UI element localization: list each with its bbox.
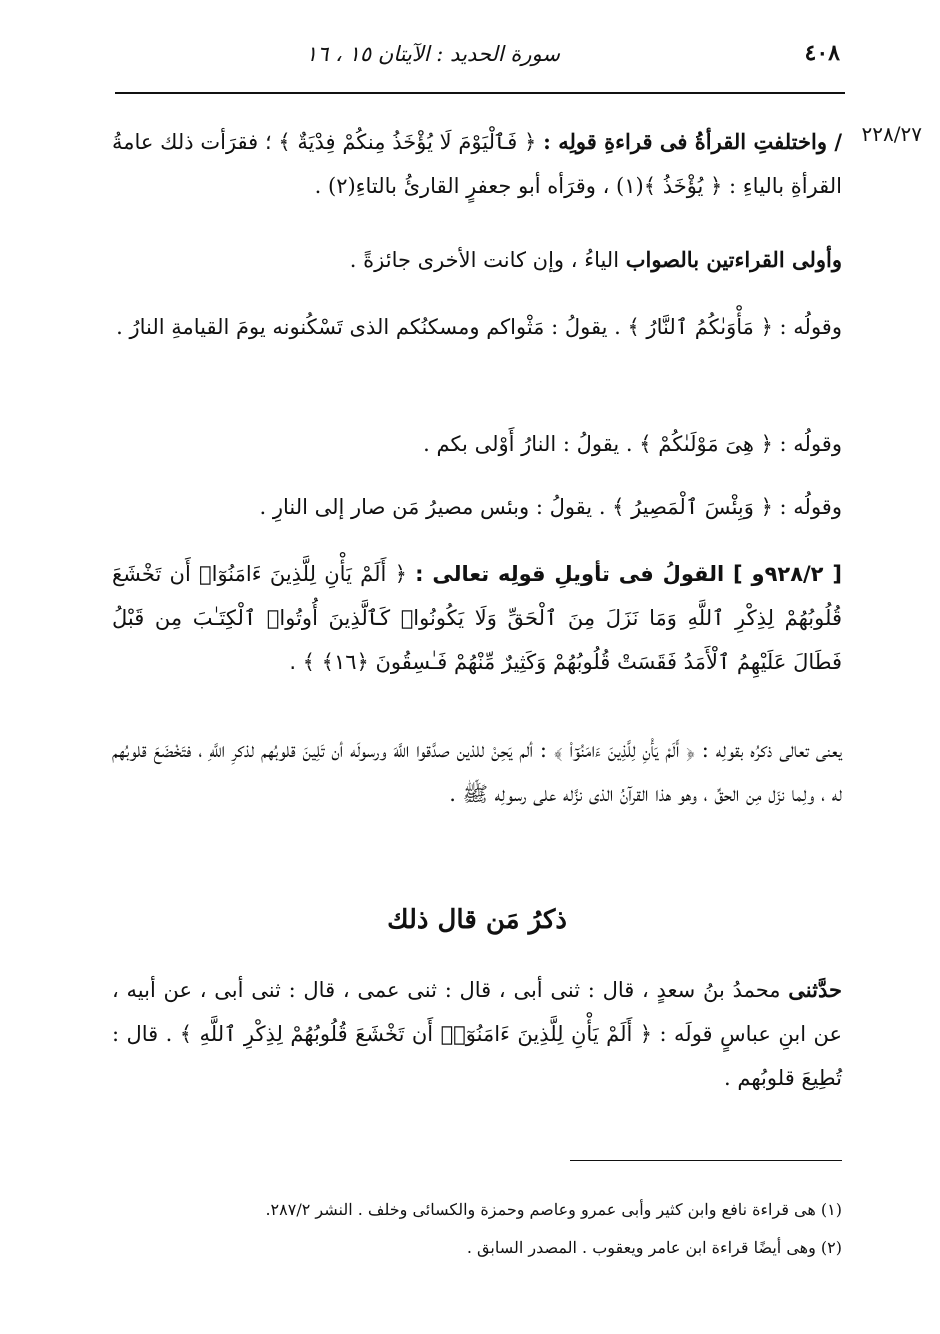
paragraph-text: وقولُه : ﴿ وَبِئْسَ ٱلْمَصِيرُ ﴾ . يقولُ : وبئس مصيرُ مَن صار إلى النارِ . — [259, 495, 842, 519]
margin-reference: ٢٢٨/٢٧ — [861, 122, 922, 146]
paragraph-text: ﴿ فَٱلْيَوْمَ لَا يُؤْخَذُ مِنكُمْ فِدْيَةٌ ﴾ ؛ فقرَأت ذلك عامةُ القرأةِ بالياءِ : ﴿ يُؤْخَذُ ﴾(١) ، وقرَأه أبو جعفرٍ القارئُ بالتاءِ(٢) . — [112, 130, 842, 198]
paragraph-3 — [112, 305, 842, 349]
footnote-2: (٢) وهى أيضًا قراءة ابن عامر ويعقوب . المصدر السابق . — [466, 1238, 842, 1257]
paragraph-lead: / واختلفتِ القرأةُ فى قراءةِ قولِه : — [543, 129, 843, 154]
page-number: ٤٠٨ — [804, 40, 840, 66]
header-rule — [115, 92, 845, 94]
running-title: سورة الحديد : الآيتان ١٥ ، ١٦ — [305, 42, 560, 66]
paragraph-text: وقولُه : ﴿ مَأْوَىٰكُمُ ٱلنَّارُ ﴾ . يقولُ : مَثْواكم ومسكنُكم الذى تَسْكُنونه يومَ القيامةِ النارُ . — [116, 315, 842, 339]
paragraph-text: ﴿ أَلَمْ يَأْنِ لِلَّذِينَ ءَامَنُوٓا۟ أَن تَخْشَعَ قُلُوبُهُمْ لِذِكْرِ ٱللَّهِ وَمَا نَزَلَ مِنَ ٱلْحَقِّ وَلَا يَكُونُوا۟ كَٱلَّذِينَ أُوتُوا۟ ٱلْكِتَـٰبَ مِن قَبْلُ فَطَالَ عَلَيْهِمُ ٱلْأَمَدُ فَقَسَتْ قُلُوبُهُمْ وَكَثِيرٌ مِّنْهُمْ فَـٰسِقُونَ ﴿١٦﴾ ﴾ . — [112, 562, 842, 674]
paragraph-4 — [112, 422, 842, 466]
paragraph-1 — [112, 120, 842, 208]
footnote-1: (١) هى قراءة نافع وابن كثير وأبى عمرو وعاصم وحمزة والكسائى وخلف . النشر ٢٨٧/٢. — [265, 1200, 842, 1219]
paragraph-7 — [112, 728, 842, 816]
narration — [112, 968, 842, 1100]
paragraph-lead: [ ٩٢٨/٢و ] القولُ فى تأويلِ قولِه تعالى : — [415, 562, 842, 586]
paragraph-5 — [112, 485, 842, 529]
narration-text: محمدُ بنُ سعدٍ ، قال : ثنى أبى ، قال : ثنى عمى ، قال : ثنى أبى ، عن أبيه ، عن ابنِ عباسٍ قولَه : ﴿ أَلَمْ يَأْنِ لِلَّذِينَ ءَامَنُوٓا۟ أَن تَخْشَعَ قُلُوبُهُمْ لِذِكْرِ ٱللَّهِ ﴾ . قال : تُطِيعَ قلوبُهم . — [112, 978, 842, 1090]
paragraph-text: الياءُ ، وإن كانت الأخرى جائزةً . — [349, 248, 620, 272]
paragraph-text: وقولُه : ﴿ هِىَ مَوْلَىٰكُمْ ﴾ . يقولُ : النارُ أَوْلى بكم . — [423, 432, 842, 456]
narration-lead: حدَّثنى — [788, 977, 842, 1002]
footnote-rule — [570, 1160, 842, 1161]
paragraph-lead: وأولى القراءتين بالصواب — [625, 247, 842, 272]
paragraph-2 — [112, 238, 842, 282]
paragraph-6 — [112, 552, 842, 684]
paragraph-text: يعنى تعالى ذكرُه بقولِه : ﴿ أَلَمْ يَأْنِ لِلَّذِينَ ءَامَنُوٓا۟ ﴾ : ألم يَحِنْ للذين صدَّقوا اللَّهَ ورسولَه أن تَلِينَ قلوبُهم لذكرِ اللَّهِ ، فتَخْضَعَ قلوبُهم له ، ولِما نزَل مِن الحقِّ ، وهو هذا القرآنُ الذى نزَّله على رسولِه ﷺ . — [112, 738, 842, 806]
section-heading: ذكرُ مَن قال ذلك — [387, 905, 567, 935]
